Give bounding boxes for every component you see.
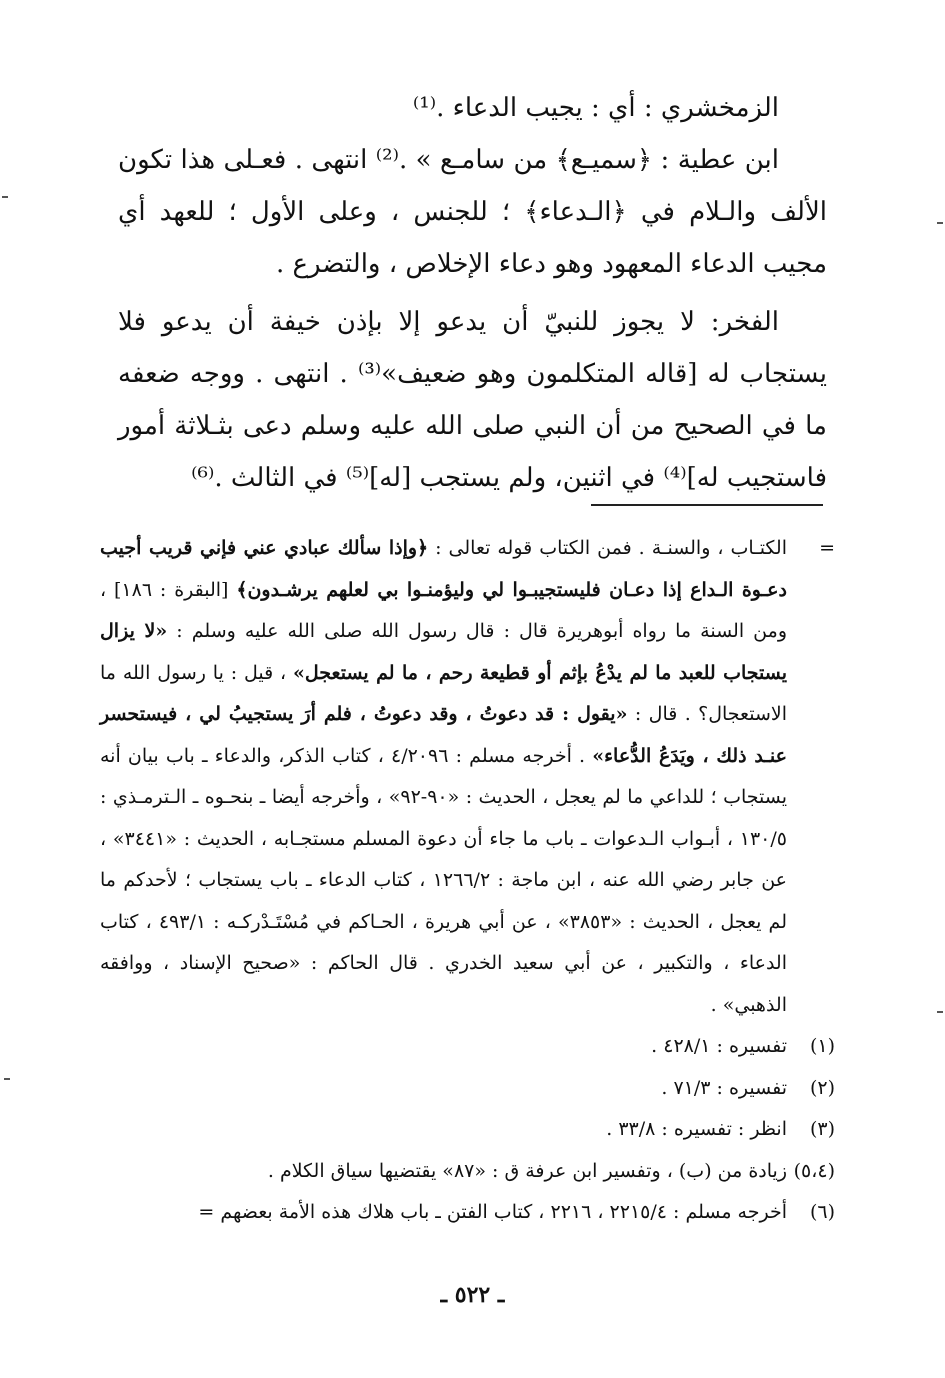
footnote-separator: [591, 504, 823, 506]
footnote-text: زيادة من (ب) ، وتفسير ابن عرفة ق : «٨٧» يقتضيها سياق الكلام .: [267, 1159, 787, 1182]
scan-speck: [2, 196, 8, 198]
footnote-continuation: [100, 528, 835, 1026]
continuation-marker: =: [819, 537, 835, 559]
scan-speck: [937, 222, 943, 224]
hadith-quote-2: «يقول : قد دعوتُ ، وقد دعوتُ ، فلم أرَ يستجيبُ لي ، فيستحسر عنـد ذلك ، ويَدَعُ الدُّعاء»: [100, 703, 787, 767]
footnote-text: انظر : تفسيره : ٣٣/٨ .: [606, 1118, 787, 1140]
continuation-text-4: . أخرجه مسلم : ٤/٢٠٩٦ ، كتاب الذكر، والدعاء ـ باب بيان أنه يستجاب ؛ للداعي ما لم يعجل ، الحديث : «٩٠-٩٢» ، وأخرجه أيضا ـ بنحـوه ـ الـترمـذي : ١٣٠/٥ ، أبـواب الـدعوات ـ باب ما جاء أن دعوة المسلم مستجـابه ، الحديث : «٣٤٤١» ، عن جابر رضي الله عنه ، ابن ماجة : ١٢٦٦/٢ ، كتاب الدعاء ـ باب يستجاب ؛ لأحدكم ما لم يعجل ، الحديث : «٣٨٥٣» ، عن أبي هريرة ، الحـاكم في مُسْتَـدْركـه : ٤٩٣/١ ، كتاب الدعاء ، والتكبير ، عن أبي سعيد الخدري . قال الحاكم : «صحيح الإسناد ، ووافقه الذهبي» .: [100, 744, 787, 1016]
scan-speck: [4, 1078, 10, 1080]
continuation-text-3: ، قيل : يا رسول الله ما الاستعجال؟ . قال :: [100, 661, 787, 725]
footnote-item: [100, 1026, 835, 1068]
footnote-number: (٥،٤): [793, 1159, 835, 1182]
footnote-item: [100, 1068, 835, 1110]
paragraph-zamakhshari: الزمخشري : أي : يجيب الدعاء .⁽¹⁾: [412, 93, 779, 123]
main-text: [118, 82, 827, 504]
paragraph-ibn-atiyya: ابن عطية : ﴿سميـع﴾ من سامـع » .⁽²⁾ انتهى . فعـلى هذا تكون الألف والـلام في ﴿الـدعاء﴾ ؛ للجنس ، وعلى الأول ؛ للعهد أي مجيب الدعاء المعهود وهو دعاء الإخلاص ، والتضرع .: [118, 145, 827, 279]
page-number: ـ ٥٢٢ ـ: [440, 1282, 505, 1308]
hadith-quote-1: «لا يزال يستجاب للعبد ما لم يدْعُ بإثم أو قطيعة رحم ، ما لم يستعجل»: [100, 620, 787, 684]
paragraph-fakhr: الفخر: لا يجوز للنبيّ أن يدعو إلا بإذن خيفة أن يدعو فلا يستجاب له [قاله المتكلمون وهو ضعيف»⁽³⁾ . انتهى . ووجه ضعفه ما في الصحيح من أن النبي صلى الله عليه وسلم دعى بثـلاثة أمور فاستجيب له]⁽⁴⁾ في اثنين، ولم يستجب [له]⁽⁵⁾ في الثالث .⁽⁶⁾: [118, 307, 827, 493]
footnote-number: (٣): [809, 1118, 835, 1140]
footnote-text: تفسيره : ٤٢٨/١ .: [651, 1035, 787, 1057]
continuation-text-2: [البقرة : ١٨٦] ، ومن السنة ما رواه أبوهريرة قال : قال رسول الله صلى الله عليه وسلم :: [100, 578, 787, 642]
continuation-text-1: الكتـاب ، والسنـة . فمن الكتاب قوله تعالى :: [428, 537, 787, 559]
footnote-text: أخرجه مسلم : ٢٢١٥/٤ ، ٢٢١٦ ، كتاب الفتن ـ باب هلاك هذه الأمة بعضهم =: [198, 1201, 787, 1223]
scan-speck: [937, 1011, 943, 1013]
footnote-number: (٦): [809, 1201, 835, 1223]
footnote-number: (٢): [809, 1076, 835, 1099]
footnote-item: [100, 1109, 835, 1151]
footnotes-section: [100, 528, 835, 1234]
footnote-item: [100, 1192, 835, 1234]
footnote-text: تفسيره : ٧١/٣ .: [661, 1076, 787, 1099]
quran-verse: ﴿وإذا سألك عبادي عني فإني قريب أجيب دعـوة الـداع إذا دعـان فليستجيبـوا لي وليؤمنـوا بي لعلهم يرشـدون﴾: [100, 537, 787, 601]
footnote-item: [100, 1151, 835, 1193]
footnote-number: (١): [809, 1035, 835, 1057]
